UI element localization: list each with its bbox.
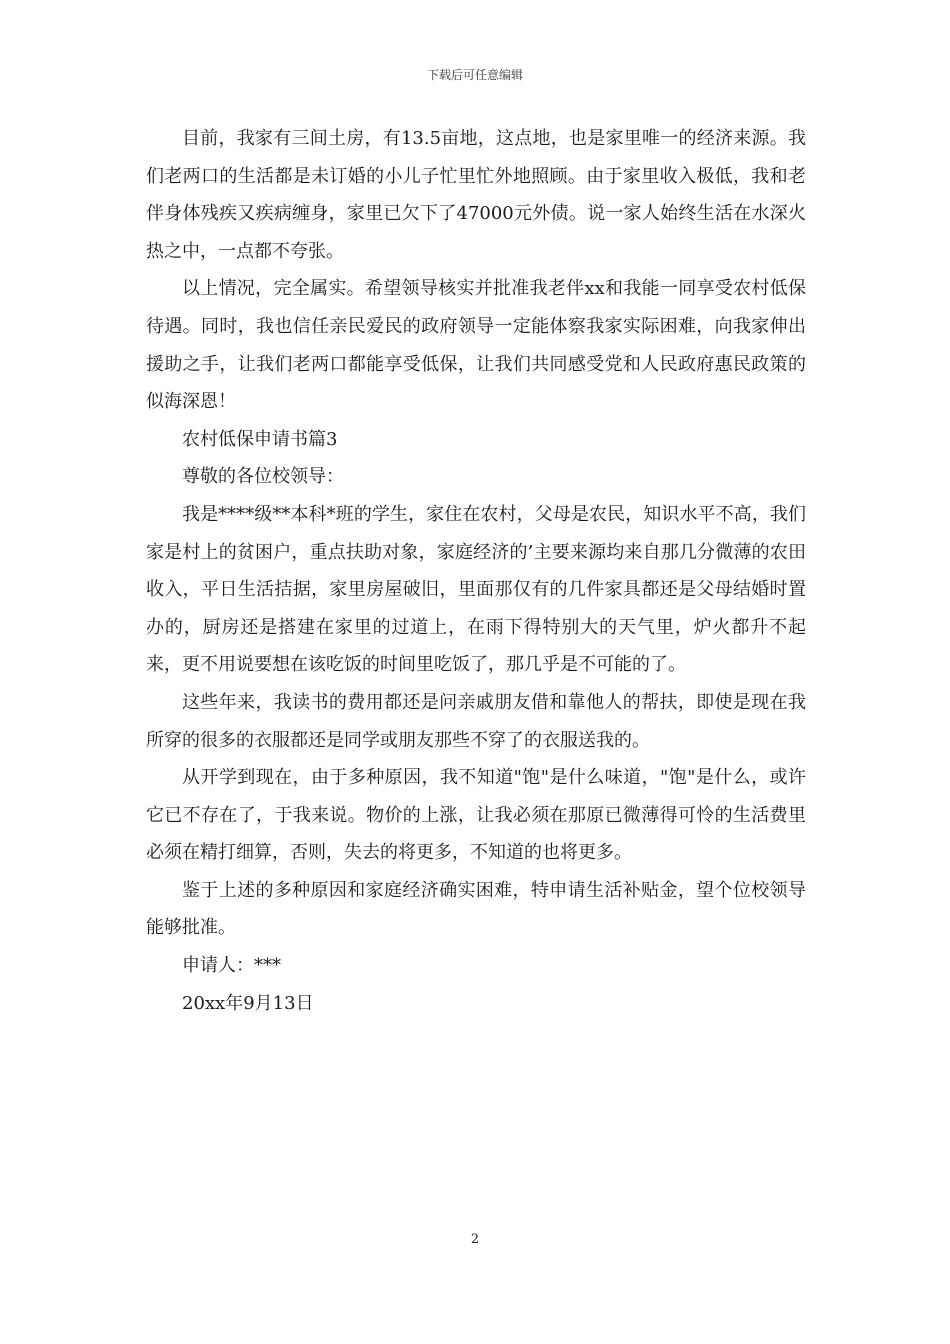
paragraph-family-situation: 目前，我家有三间土房，有13.5亩地，这点地，也是家里唯一的经济来源。我们老两口的生活都是未订婚的小儿子忙里忙外地照顾。由于家里收入极低，我和老伴身体残疾又疾病缠身，家里已欠下了47000元外债。说一家人始终生活在水深火热之中，一点都不夸张。 [146,128,806,262]
paragraph-student-background: 我是****级**本科*班的学生，家住在农村，父母是农民，知识水平不高，我们家是村上的贫困户，重点扶助对象，家庭经济的’主要来源均来自那几分微薄的农田收入，平日生活拮据，家里房屋破旧，里面那仅有的几件家具都还是父母结婚时置办的，厨房还是搭建在家里的过道上，在雨下得特别大的天气里，炉火都升不起来，更不用说要想在该吃饭的时间里吃饭了，那几乎是不可能的了。 [146,503,806,676]
salutation: 尊敬的各位校领导： [182,466,344,488]
paragraph-hardship: 从开学到现在，由于多种原因，我不知道"饱"是什么味道，"饱"是什么，或许它已不存在了，于我来说。物价的上涨，让我必须在那原已微薄得可怜的生活费里必须在精打细算，否则，失去的将更多，不知道的也将更多。 [146,767,806,864]
page-header: 下载后可任意编辑 [426,68,523,82]
page-number: 2 [470,1232,480,1247]
applicant-signature: 申请人：*** [182,955,281,977]
paragraph-application: 鉴于上述的多种原因和家庭经济确实困难，特申请生活补贴金，望个位校领导能够批准。 [146,879,806,939]
paragraph-tuition: 这些年来，我读书的费用都还是问亲戚朋友借和靠他人的帮扶，即使是现在我所穿的很多的衣服都还是同学或朋友那些不穿了的衣服送我的。 [146,691,806,751]
document-body [146,120,806,1022]
paragraph-request: 以上情况，完全属实。希望领导核实并批准我老伴xx和我能一同享受农村低保待遇。同时，我也信任亲民爱民的政府领导一定能体察我家实际困难，向我家伸出援助之手，让我们老两口都能享受低保，让我们共同感受党和人民政府惠民政策的似海深恩！ [146,278,806,413]
section-title: 农村低保申请书篇3 [182,428,338,450]
application-date: 20xx年9月13日 [182,992,314,1014]
